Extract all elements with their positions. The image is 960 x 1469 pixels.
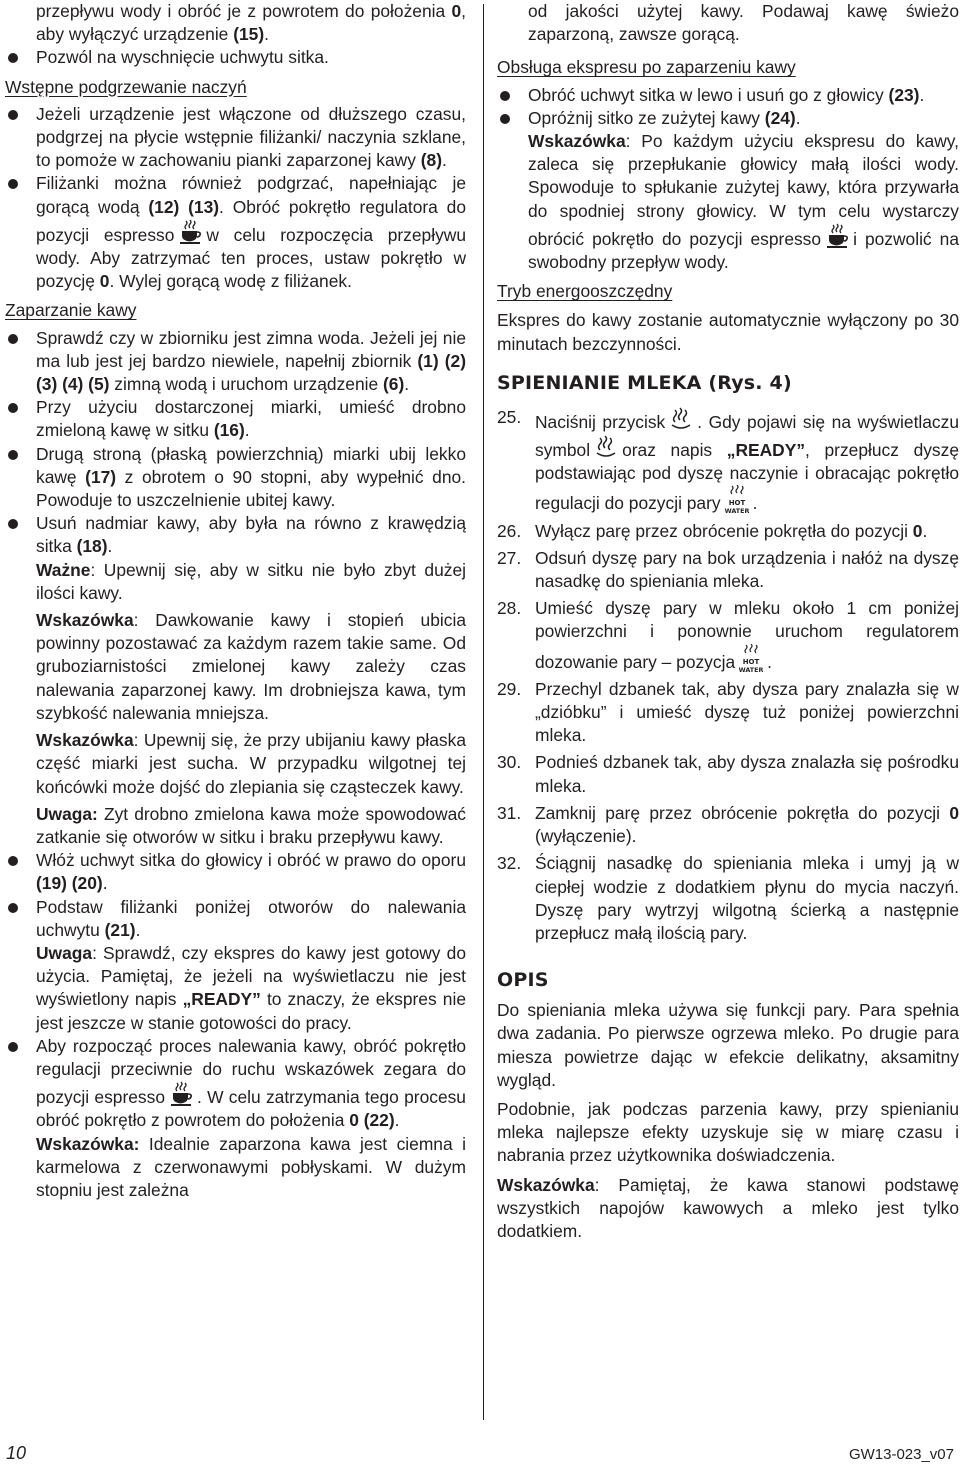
bullet-preheat-1: Jeżeli urządzenie jest włączone od dłuższego czasu, podgrzej na płycie wstępnie filiżanki/ naczynia szklane, to pomoże w zachowaniu pianki zaparzonej kawy (8). xyxy=(5,103,466,173)
bullet-dot xyxy=(8,903,18,913)
svg-text:WATER: WATER xyxy=(724,507,750,516)
step-29: 29. Przechyl dzbanek tak, aby dysza pary znalazła się w „dzióbku” i umieść dyszę tuż poniżej powierzchni mleka. xyxy=(497,678,959,746)
steam-icon xyxy=(594,434,618,460)
svg-text:HOT: HOT xyxy=(742,657,760,666)
bullet-brew-3: Drugą stroną (płaską powierzchnią) miarki ubij lekko kawę (17) z obrotem o 90 stopni, aby wypełnić dno. Powoduje to uszczelnienie ubitej kawy. xyxy=(5,443,466,513)
bullet-dot xyxy=(500,114,510,124)
bullet-dot xyxy=(8,519,18,529)
heading-milk-frothing: SPIENIANIE MLEKA (Rys. 4) xyxy=(497,371,792,394)
bullet-dot xyxy=(8,450,18,460)
opis-paragraph-2: Podobnie, jak podczas parzenia kawy, przy spienianiu mleka najlepsze efekty uzyskuje się w miarę czasu i nabrania przez użytkownika doświadczenia. xyxy=(497,1098,959,1166)
step-30: 30. Podnieś dzbanek tak, aby dysza znalazła się pośrodku mleka. xyxy=(497,752,959,796)
bullet-dry: Pozwól na wyschnięcie uchwytu sitka. xyxy=(5,46,466,69)
bullet-brew-6: Podstaw filiżanki poniżej otworów do nalewania uchwytu (21). xyxy=(5,896,466,942)
right-column xyxy=(497,0,959,1243)
heading-after-brew: Obsługa ekspresu po zaparzeniu kawy xyxy=(497,57,796,78)
svg-text:WATER: WATER xyxy=(738,665,764,674)
page-number: 10 xyxy=(6,1443,27,1463)
step-31: 31. Zamknij parę przez obrócenie pokrętła do pozycji 0 (wyłączenie). xyxy=(497,802,959,847)
intro-continuation: przepływu wody i obróć je z powrotem do położenia 0, aby wyłączyć urządzenie (15). xyxy=(36,1,466,45)
bullet-dot xyxy=(8,53,18,63)
bullet-after-1: Obróć uchwyt sitka w lewo i usuń go z głowicy (23). xyxy=(497,84,959,107)
bullet-brew-5: Włóż uchwyt sitka do głowicy i obróć w prawo do oporu (19) (20). xyxy=(5,849,466,895)
warning-note-2: Uwaga: Sprawdź, czy ekspres do kawy jest gotowy do użycia. Pamiętaj, że jeżeli na wyświetlaczu nie jest wyświetlony napis „READY” to znaczy, że ekspres nie jest jeszcze w stanie gotowości do pracy. xyxy=(36,942,466,1033)
step-26: 26. Wyłącz parę przez obrócenie pokrętła do pozycji 0. xyxy=(497,520,928,541)
bullet-brew-7: Aby rozpocząć proces nalewania kawy, obróć pokrętło regulacji przeciwnie do ruchu wskazówek zegara do pozycji espresso . W celu zatrzymania tego procesu obróć pokrętło z powrotem do położenia 0 (22). xyxy=(5,1035,466,1133)
heading-preheat: Wstępne podgrzewanie naczyń xyxy=(5,76,247,97)
step-28: 28. Umieść dyszę pary w mleku około 1 cm poniżej powierzchni i ponownie uruchom regulatorem dozowanie pary – pozycja HOT WATER . xyxy=(497,598,959,674)
heading-opis: OPIS xyxy=(497,969,549,992)
left-column xyxy=(5,0,466,1202)
bullet-dot xyxy=(8,403,18,413)
important-note: Ważne: Upewnij się, aby w sitku nie było zbyt dużej ilości kawy. xyxy=(36,559,466,603)
steam-icon xyxy=(669,406,693,432)
bullet-brew-1: Sprawdź czy w zbiorniku jest zimna woda. Jeżeli jej nie ma lub jest jej bardzo niewiele, napełnij zbiornik (1) (2) (3) (4) (5) zimną wodą i uruchom urządzenie (6). xyxy=(5,327,466,397)
hot-water-steam-icon xyxy=(723,485,751,515)
svg-text:HOT: HOT xyxy=(728,499,745,508)
step-25: 25. Naciśnij przycisk . Gdy pojawi się na wyświetlaczu symbol oraz napis „READY”, przepłucz dyszę podstawiając pod dyszę naczynie i obracając pokrętło regulacji do pozycji pary HOT WATER . xyxy=(497,406,959,516)
tip-note-3: Wskazówka: Idealnie zaparzona kawa jest ciemna i karmelowa z czerwonawymi pobłyskami. W dużym stopniu jest zależna xyxy=(36,1133,466,1200)
bullet-dot xyxy=(8,110,18,120)
tip-note-1: Wskazówka: Dawkowanie kawy i stopień ubicia powinny pozostawać za każdym razem takie same. Od gruboziarnistości zmielonej kawy zależy czas nalewania zaparzonej kawy. Im drobniejsza kawa, tym szybkość nalewania mniejsza. xyxy=(36,610,466,723)
bullet-dot xyxy=(8,179,18,189)
bullet-after-2: Opróżnij sitko ze zużytej kawy (24). xyxy=(497,107,959,130)
bullet-brew-4: Usuń nadmiar kawy, aby była na równo z krawędzią sitka (18). xyxy=(5,512,466,558)
bullet-preheat-2: Filiżanki można również podgrzać, napełniając je gorącą wodą (12) (13). Obróć pokrętło regulatora do pozycji espresso w celu rozpoczęcia przepływu wody. Aby zatrzymać ten proces, ustaw pokrętło w pozycję 0. Wylej gorącą wodę z filiżanek. xyxy=(5,172,466,293)
bullet-dot xyxy=(8,334,18,344)
warning-note-1: Uwaga: Zyt drobno zmielona kawa może spowodować zatkanie się otworów w sitku i braku przepływu kawy. xyxy=(36,803,466,847)
opis-paragraph-1: Do spieniania mleka używa się funkcji pary. Para spełnia dwa zadania. Po pierwsze ogrzewa mleko. Po drugie para miesza powietrze dając w efekcie delikatny, aksamitny wygląd. xyxy=(497,1000,959,1090)
espresso-cup-icon xyxy=(825,223,849,249)
document-code: GW13-023_v07 xyxy=(848,1446,954,1463)
right-continuation: od jakości użytej kawy. Podawaj kawę świeżo zaparzoną, zawsze gorącą. xyxy=(528,1,959,45)
step-32: 32. Ściągnij nasadkę do spieniania mleka i umyj ją w ciepłej wodzie z dodatkiem płynu do mycia naczyń. Dyszę pary wytrzyj wilgotną ścierką a następnie przepłucz małą ilością pary. xyxy=(497,853,959,943)
espresso-cup-icon xyxy=(169,1081,193,1107)
heading-eco-mode: Tryb energooszczędny xyxy=(497,281,673,302)
bullet-dot xyxy=(8,1042,18,1052)
tip-note-5: Wskazówka: Pamiętaj, że kawa stanowi podstawę wszystkich napojów kawowych a mleko jest tylko dodatkiem. xyxy=(497,1174,959,1241)
column-divider xyxy=(483,4,484,1420)
bullet-brew-2: Przy użyciu dostarczonej miarki, umieść drobno zmieloną kawę w sitku (16). xyxy=(5,396,466,442)
bullet-dot xyxy=(500,91,510,101)
step-27: 27. Odsuń dyszę pary na bok urządzenia i nałóż na dyszę nasadkę do spieniania mleka. xyxy=(497,547,959,592)
heading-brew: Zaparzanie kawy xyxy=(5,300,137,321)
tip-note-2: Wskazówka: Upewnij się, że przy ubijaniu kawy płaska część miarki jest sucha. W przypadku wilgotnej tej końcówki może dojść do zlepiania się cząsteczek kawy. xyxy=(36,730,466,797)
bullet-dot xyxy=(8,856,18,866)
espresso-cup-icon xyxy=(178,219,202,245)
hot-water-steam-icon xyxy=(737,644,765,674)
eco-paragraph: Ekspres do kawy zostanie automatycznie wyłączony po 30 minutach bezczynności. xyxy=(497,310,959,354)
tip-note-4: Wskazówka: Po każdym użyciu ekspresu do kawy, zaleca się przepłukanie głowicy małą ilości wody. Spowoduje to spłukanie zużytej kawy, która przywarła do spodniej strony głowicy. W tym celu wystarczy obrócić pokrętło do pozycji espresso i pozwolić na swobodny przepływ wody. xyxy=(528,131,959,273)
